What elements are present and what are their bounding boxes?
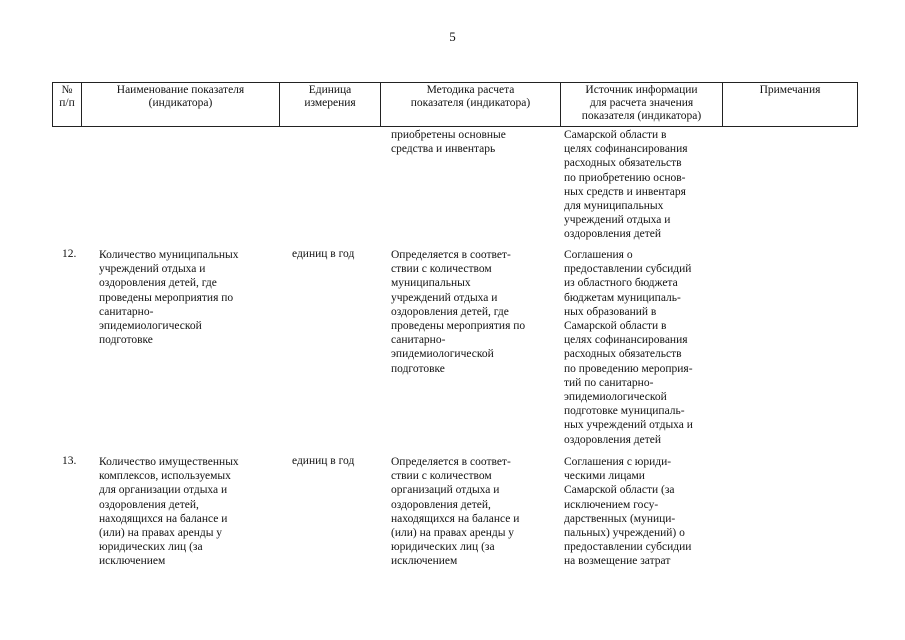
calculation-method: Определяется в соответ- ствии с количеством муниципальных учреждений отдыха и оздоровления детей, где проведены мероприятия по санитарно- эпидемиологической подготовке [391, 249, 526, 375]
header-num: № п/п [59, 84, 75, 110]
continuation-source: Самарской области в целях софинансирования расходных обязательств по приобретению основ- ных средств и инвентаря для муниципальных учреждений отдыха и оздоровления детей [564, 129, 688, 241]
table-header-bottom-rule [52, 126, 858, 127]
header-name: Наименование показателя (индикатора) [116, 84, 245, 110]
header-unit: Единица измерения [304, 84, 356, 110]
header-notes: Примечания [759, 84, 821, 96]
table-top-rule [52, 82, 858, 83]
indicator-name: Количество муниципальных учреждений отдыха и оздоровления детей, где проведены мероприятия по санитарно- эпидемиологической подготовке [99, 249, 239, 347]
unit-of-measure: единиц в год [292, 455, 355, 467]
row-number: 13. [62, 455, 77, 467]
indicator-name: Количество имущественных комплексов, используемых для организации отдыха и оздоровления детей, находящихся на балансе и (или) на правах аренды у юридических лиц (за исключением [99, 456, 239, 568]
page-number: 5 [449, 29, 456, 44]
calculation-method: Определяется в соответ- ствии с количеством организаций отдыха и оздоровления детей, находящихся на балансе и (или) на правах аренды у юридических лиц (за исключением [391, 456, 520, 568]
col-divider [857, 82, 858, 127]
information-source: Соглашения о предоставлении субсидий из областного бюджета бюджетам муниципаль- ных образований в Самарской области в целях софинансирования расходных обязательств по проведению мероприя- тий по санитарно- эпидемиологической подготовке муниципаль- ных учреждений отдыха и оздоровления детей [564, 249, 693, 446]
header-source: Источник информации для расчета значения показателя (индикатора) [581, 84, 702, 123]
header-method: Методика расчета показателя (индикатора) [410, 84, 531, 110]
continuation-method: приобретены основные средства и инвентарь [391, 129, 506, 156]
unit-of-measure: единиц в год [292, 248, 355, 260]
row-number: 12. [62, 248, 77, 260]
information-source: Соглашения с юриди- ческими лицами Самарской области (за исключением госу- дарственных (муници- пальных) учреждений) о предоставлении субсидии на возмещение затрат [564, 456, 692, 568]
